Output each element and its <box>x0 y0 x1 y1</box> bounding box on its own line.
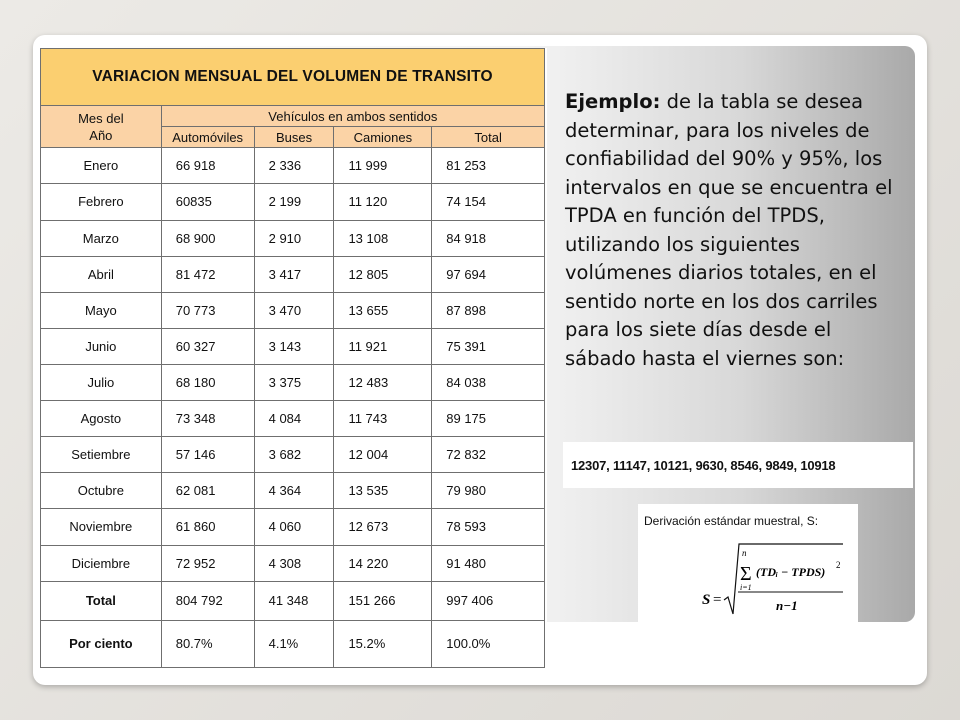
buses-cell: 3 417 <box>254 256 334 292</box>
camiones-cell: 11 999 <box>334 148 432 184</box>
total-cell: 89 175 <box>432 401 545 437</box>
month-cell: Octubre <box>41 473 162 509</box>
percent-total: 100.0% <box>432 620 545 667</box>
month-cell: Junio <box>41 328 162 364</box>
camiones-cell: 11 921 <box>334 328 432 364</box>
sum-sign: Σ <box>740 563 752 585</box>
month-cell: Agosto <box>41 401 162 437</box>
month-cell: Julio <box>41 364 162 400</box>
month-cell: Febrero <box>41 184 162 220</box>
sum-lower: i=1 <box>740 583 752 592</box>
example-text <box>565 88 905 373</box>
buses-cell: 4 060 <box>254 509 334 545</box>
total-cell: 79 980 <box>432 473 545 509</box>
example-body: de la tabla se desea determinar, para los niveles de confiabilidad del 90% y 95%, los intervalos en que se encuentra el TPDA en función del TPDS, utilizando los siguientes volúmenes diarios totales, en el sentido norte en los dos carriles para los siete días desde el sábado hasta el viernes son: <box>565 90 893 370</box>
autos-cell: 57 146 <box>161 437 254 473</box>
total-cell: 72 832 <box>432 437 545 473</box>
camiones-cell: 13 108 <box>334 220 432 256</box>
formula-graphic <box>638 504 858 622</box>
month-cell: Diciembre <box>41 545 162 581</box>
camiones-cell: 11 120 <box>334 184 432 220</box>
total-cell: 87 898 <box>432 292 545 328</box>
formula-denominator: n−1 <box>776 598 798 613</box>
column-header: Buses <box>254 127 334 148</box>
month-cell: Setiembre <box>41 437 162 473</box>
autos-cell: 61 860 <box>161 509 254 545</box>
table-row <box>41 473 545 509</box>
month-cell: Abril <box>41 256 162 292</box>
buses-cell: 4 084 <box>254 401 334 437</box>
header-month-line1: Mes del <box>78 110 124 126</box>
formula-lhs: S <box>702 592 711 608</box>
buses-cell: 4 364 <box>254 473 334 509</box>
header-month-line2: Año <box>89 127 113 143</box>
buses-cell: 3 470 <box>254 292 334 328</box>
autos-cell: 81 472 <box>161 256 254 292</box>
total-buses: 41 348 <box>254 581 334 620</box>
total-cell: 74 154 <box>432 184 545 220</box>
camiones-cell: 13 535 <box>334 473 432 509</box>
autos-cell: 66 918 <box>161 148 254 184</box>
column-header: Automóviles <box>161 127 254 148</box>
month-cell: Mayo <box>41 292 162 328</box>
header-month <box>41 106 162 148</box>
example-label: Ejemplo: <box>565 90 661 113</box>
buses-cell: 2 199 <box>254 184 334 220</box>
percent-autos: 80.7% <box>161 620 254 667</box>
total-cell: 91 480 <box>432 545 545 581</box>
daily-volumes-box <box>563 442 913 488</box>
autos-cell: 60835 <box>161 184 254 220</box>
table-row <box>41 401 545 437</box>
table-row <box>41 364 545 400</box>
table-row <box>41 148 545 184</box>
formula-equals: = <box>713 592 722 608</box>
table-row <box>41 509 545 545</box>
total-label: Total <box>41 581 162 620</box>
camiones-cell: 12 805 <box>334 256 432 292</box>
total-cell: 84 918 <box>432 220 545 256</box>
month-cell: Marzo <box>41 220 162 256</box>
table-row <box>41 328 545 364</box>
buses-cell: 4 308 <box>254 545 334 581</box>
camiones-cell: 14 220 <box>334 545 432 581</box>
table-body <box>41 148 545 581</box>
total-cell: 84 038 <box>432 364 545 400</box>
percent-buses: 4.1% <box>254 620 334 667</box>
autos-cell: 73 348 <box>161 401 254 437</box>
autos-cell: 60 327 <box>161 328 254 364</box>
traffic-table-image <box>40 48 547 670</box>
table-row <box>41 292 545 328</box>
formula-numerator: (TDᵢ − TPDS) <box>756 565 826 579</box>
camiones-cell: 12 673 <box>334 509 432 545</box>
traffic-table <box>40 48 545 668</box>
formula-box <box>638 504 858 622</box>
autos-cell: 68 900 <box>161 220 254 256</box>
camiones-cell: 12 004 <box>334 437 432 473</box>
table-row <box>41 184 545 220</box>
buses-cell: 2 336 <box>254 148 334 184</box>
daily-volumes: 12307, 11147, 10121, 9630, 8546, 9849, 10918 <box>571 457 836 473</box>
total-autos: 804 792 <box>161 581 254 620</box>
total-cell: 81 253 <box>432 148 545 184</box>
table-title: VARIACION MENSUAL DEL VOLUMEN DE TRANSITO <box>41 49 545 106</box>
formula-label: Derivación estándar muestral, S: <box>644 514 819 528</box>
formula-exponent: 2 <box>836 560 841 570</box>
percent-camiones: 15.2% <box>334 620 432 667</box>
camiones-cell: 12 483 <box>334 364 432 400</box>
header-group: Vehículos en ambos sentidos <box>161 106 544 127</box>
camiones-cell: 13 655 <box>334 292 432 328</box>
total-cell: 97 694 <box>432 256 545 292</box>
total-total: 997 406 <box>432 581 545 620</box>
autos-cell: 70 773 <box>161 292 254 328</box>
month-cell: Noviembre <box>41 509 162 545</box>
total-cell: 78 593 <box>432 509 545 545</box>
buses-cell: 3 375 <box>254 364 334 400</box>
column-header: Total <box>432 127 545 148</box>
table-row <box>41 545 545 581</box>
buses-cell: 3 143 <box>254 328 334 364</box>
buses-cell: 2 910 <box>254 220 334 256</box>
month-cell: Enero <box>41 148 162 184</box>
autos-cell: 72 952 <box>161 545 254 581</box>
buses-cell: 3 682 <box>254 437 334 473</box>
percent-label: Por ciento <box>41 620 162 667</box>
camiones-cell: 11 743 <box>334 401 432 437</box>
column-header: Camiones <box>334 127 432 148</box>
autos-cell: 62 081 <box>161 473 254 509</box>
total-cell: 75 391 <box>432 328 545 364</box>
total-camiones: 151 266 <box>334 581 432 620</box>
sum-upper: n <box>742 548 747 558</box>
table-row <box>41 256 545 292</box>
autos-cell: 68 180 <box>161 364 254 400</box>
table-row <box>41 220 545 256</box>
table-row <box>41 437 545 473</box>
